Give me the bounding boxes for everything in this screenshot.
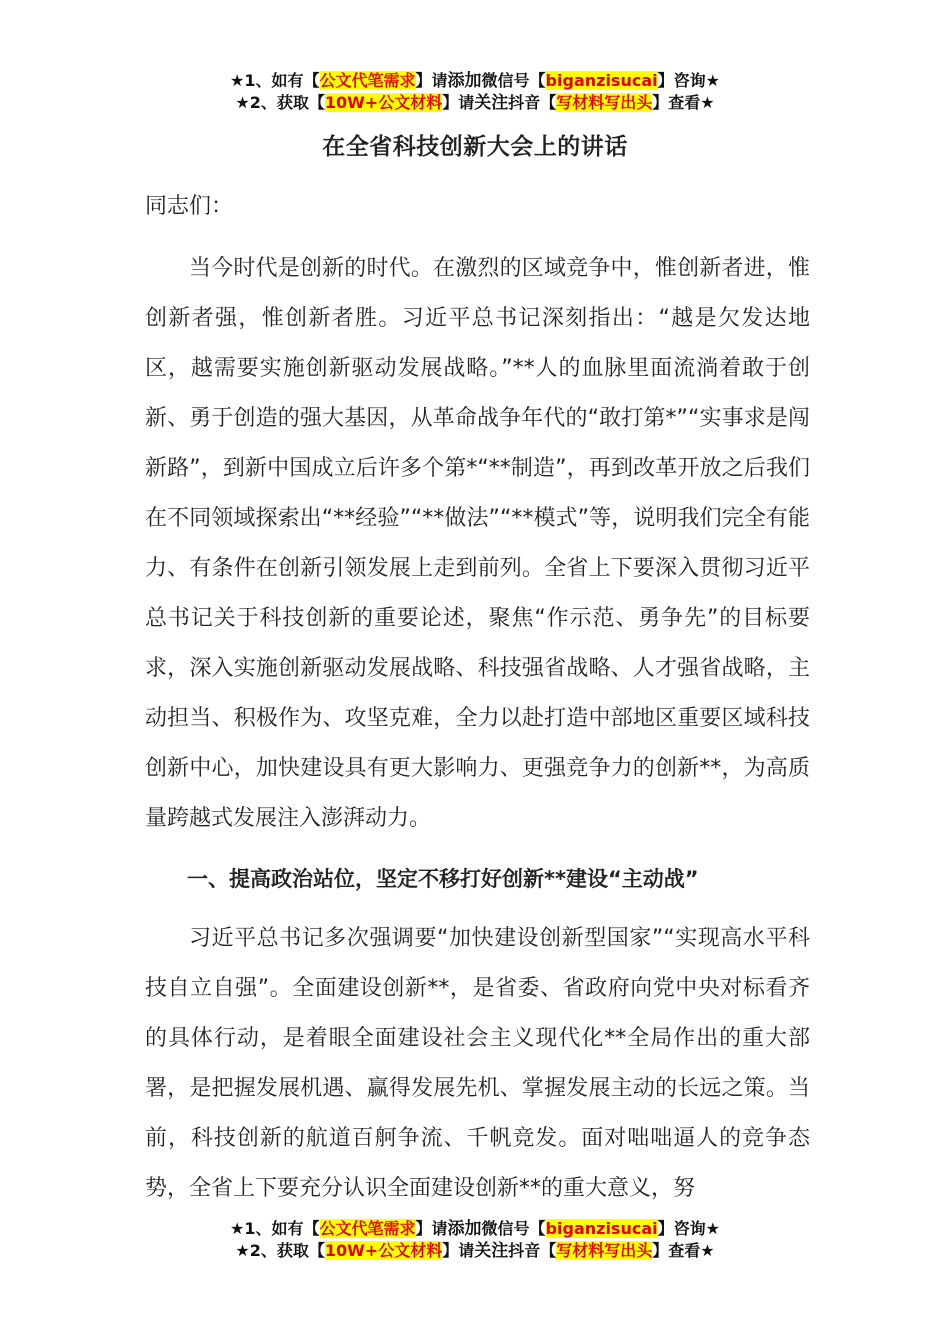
banner-line-2: ★2、获取【10W+公文材料】请关注抖音【写材料写出头】查看★ xyxy=(235,93,715,113)
banner-line-2: ★2、获取【10W+公文材料】请关注抖音【写材料写出头】查看★ xyxy=(235,1241,715,1261)
header-banner xyxy=(0,70,950,114)
highlight-douyin-account: 写材料写出头 xyxy=(556,93,653,112)
highlight-wechat-id: biganzisucai xyxy=(545,1219,658,1238)
salutation: 同志们： xyxy=(145,194,234,219)
banner-line-1: ★1、如有【公文代笔需求】请添加微信号【biganzisucai】咨询★ xyxy=(230,71,720,91)
highlight-service: 公文代笔需求 xyxy=(319,1219,416,1238)
highlight-materials: 10W+公文材料 xyxy=(324,93,443,112)
paragraph-section-1: 习近平总书记多次强调要“加快建设创新型国家”“实现高水平科技自立自强”。全面建设创新**，是省委、省政府向党中央对标看齐的具体行动，是着眼全面建设社会主义现代化**全局作出的重大部署，是把握发展机遇、赢得发展先机、掌握发展主动的长远之策。当前，科技创新的航道百舸争流、千帆竞发。面对咄咄逼人的竞争态势，全省上下要充分认识全面建设创新**的重大意义，努 xyxy=(145,926,810,1201)
section-heading-1: 一、提高政治站位，坚定不移打好创新**建设“主动战” xyxy=(187,867,699,891)
highlight-materials: 10W+公文材料 xyxy=(324,1241,443,1260)
highlight-douyin-account: 写材料写出头 xyxy=(556,1241,653,1260)
document-title: 在全省科技创新大会上的讲话 xyxy=(322,134,628,160)
paragraph-intro: 当今时代是创新的时代。在激烈的区域竞争中，惟创新者进，惟创新者强，惟创新者胜。习近平总书记深刻指出：“越是欠发达地区，越需要实施创新驱动发展战略。”**人的血脉里面流淌着敢于创新、勇于创造的强大基因，从革命战争年代的“敢打第*”“实事求是闯新路”，到新中国成立后许多个第*“**制造”，再到改革开放之后我们在不同领域探索出“**经验”“**做法”“**模式”等，说明我们完全有能力、有条件在创新引领发展上走到前列。全省上下要深入贯彻习近平总书记关于科技创新的重要论述，聚焦“作示范、勇争先”的目标要求，深入实施创新驱动发展战略、科技强省战略、人才强省战略，主动担当、积极作为、攻坚克难，全力以赴打造中部地区重要区域科技创新中心，加快建设具有更大影响力、更强竞争力的创新**，为高质量跨越式发展注入澎湃动力。 xyxy=(145,256,810,831)
banner-line-1: ★1、如有【公文代笔需求】请添加微信号【biganzisucai】咨询★ xyxy=(230,1219,720,1239)
footer-banner xyxy=(0,1218,950,1262)
highlight-service: 公文代笔需求 xyxy=(319,71,416,90)
highlight-wechat-id: biganzisucai xyxy=(545,71,658,90)
document-body xyxy=(145,182,810,1214)
